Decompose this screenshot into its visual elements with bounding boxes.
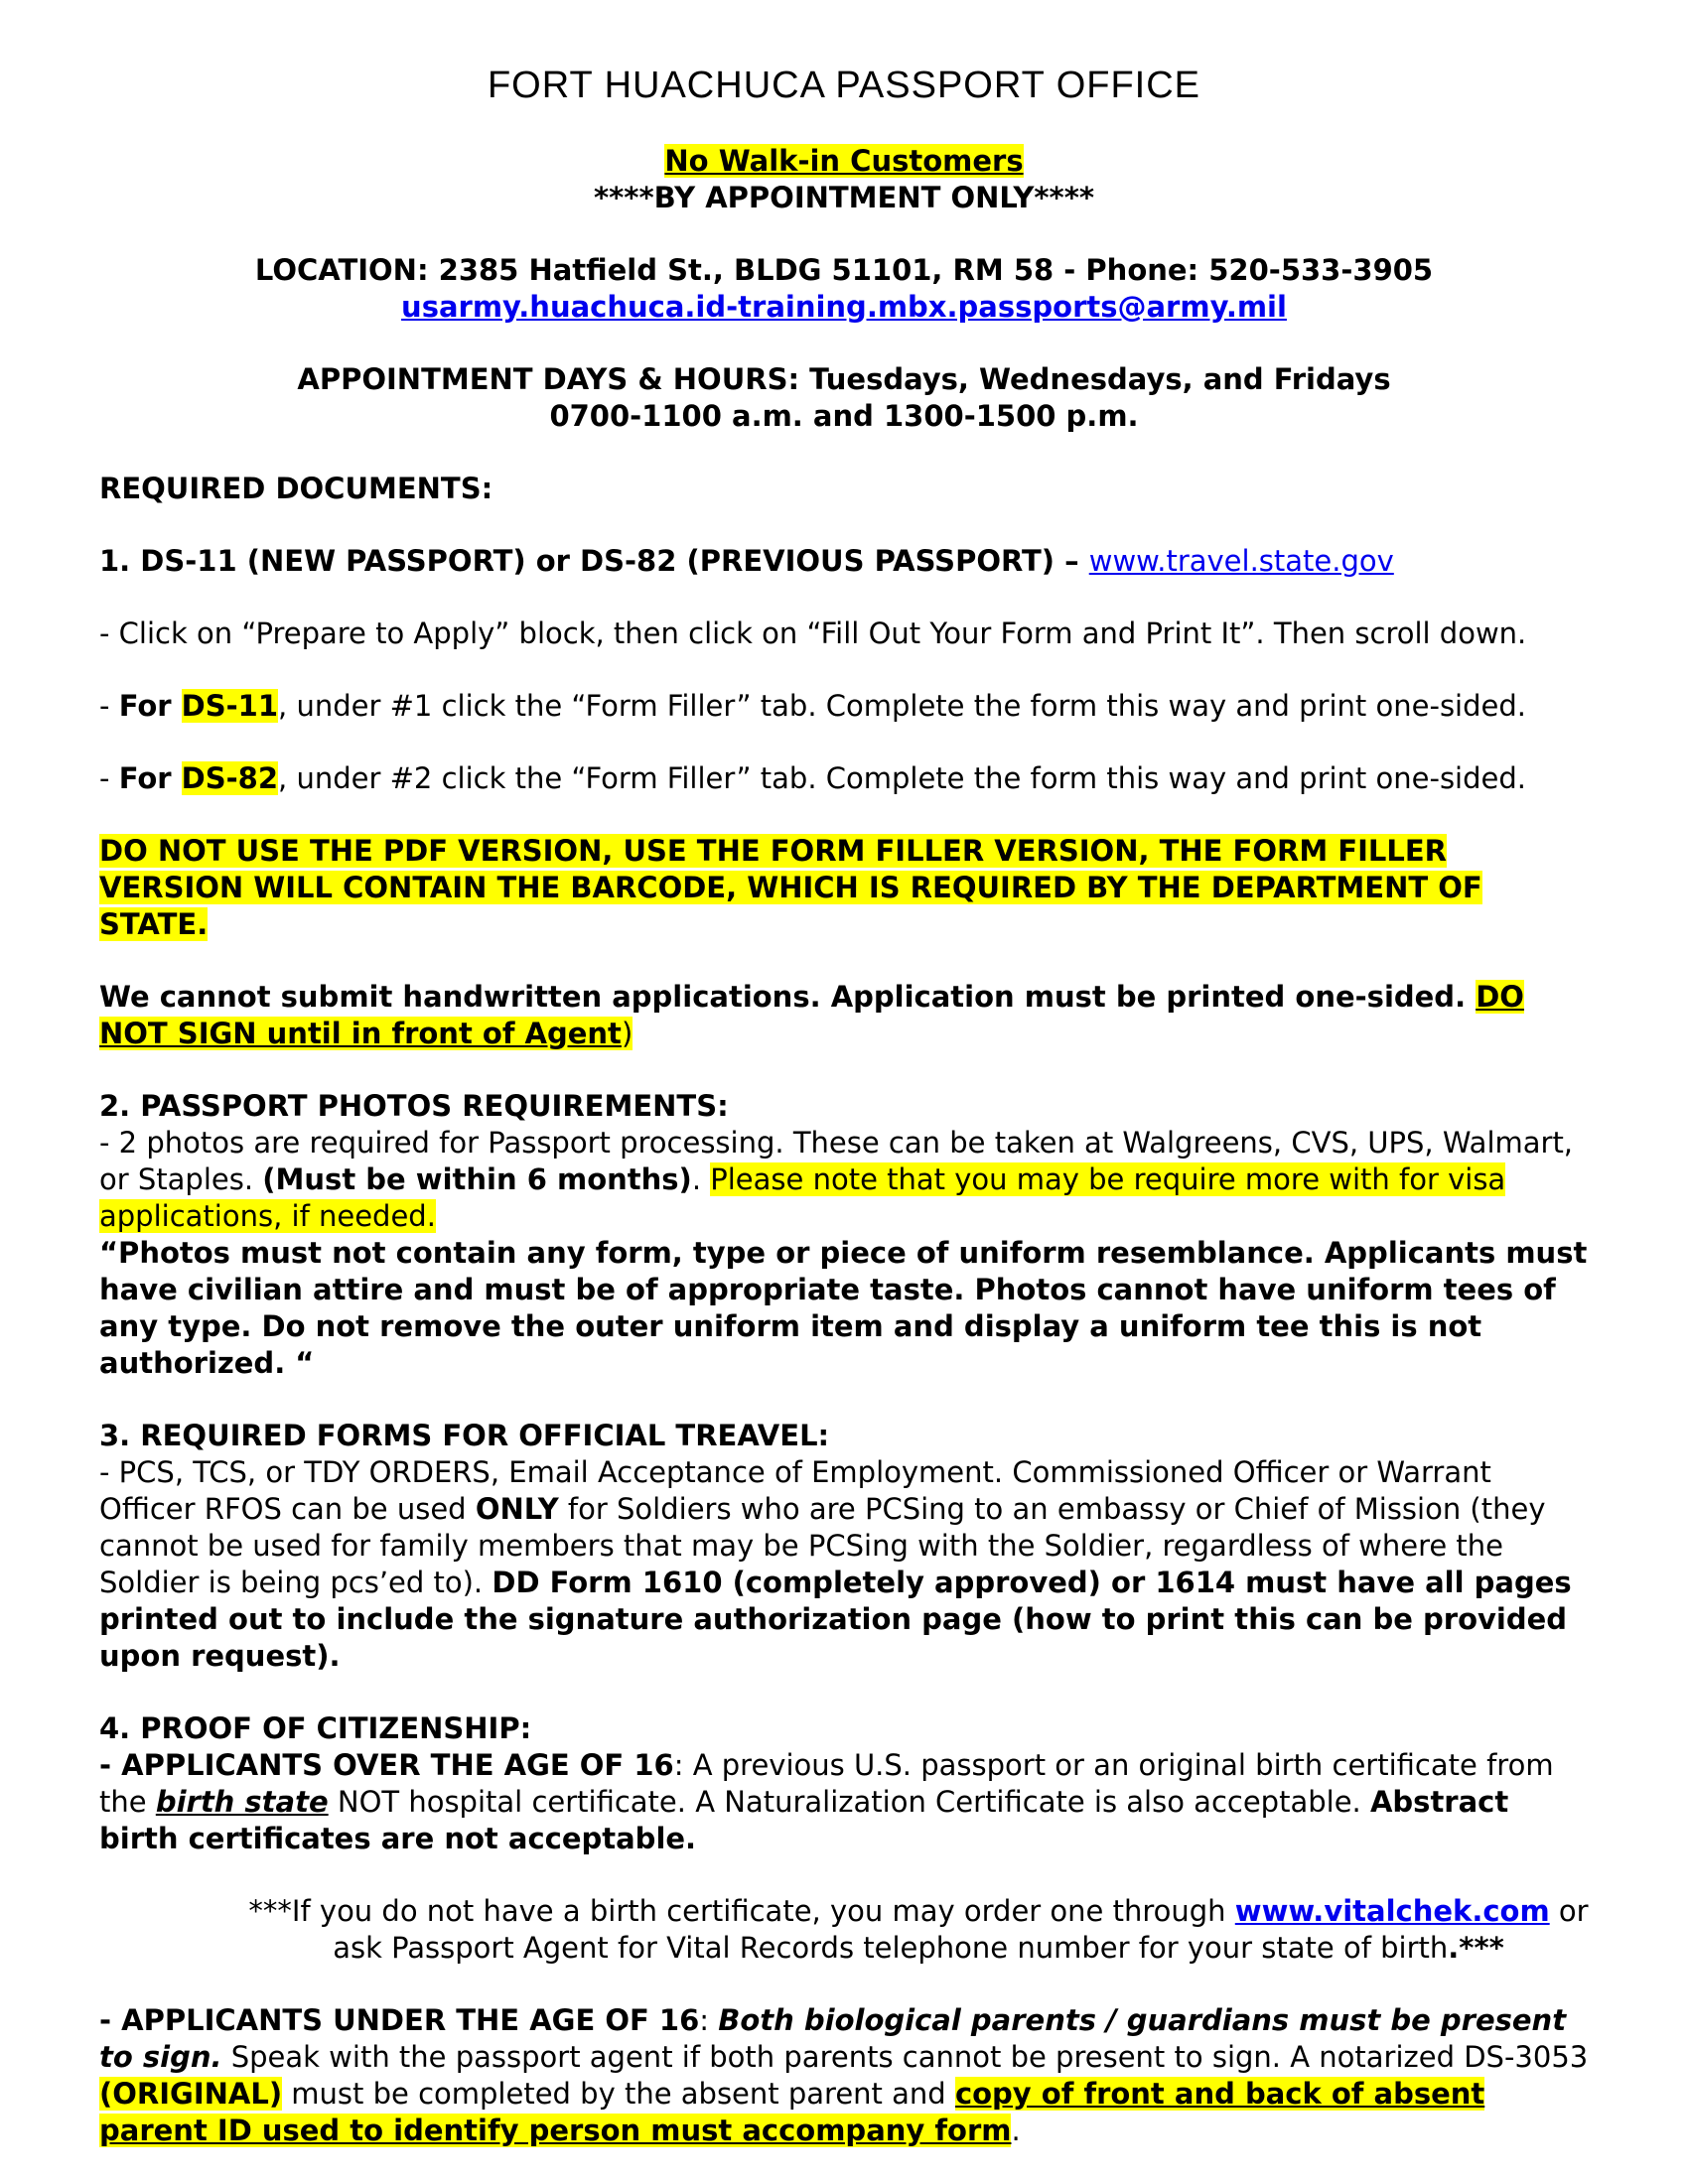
item3-only: ONLY xyxy=(475,1492,559,1526)
item1-heading-line xyxy=(99,543,1589,580)
email-link[interactable]: usarmy.huachuca.id-training.mbx.passports@army.mil xyxy=(401,290,1287,324)
item3-body xyxy=(99,1454,1589,1675)
abstract-note: Abstract birth certificates are not acceptable. xyxy=(99,1785,1509,1855)
under16-colon: : xyxy=(699,2003,719,2037)
vitalchek-note xyxy=(99,1893,1589,1967)
no-walkin-line xyxy=(99,143,1589,180)
birth-state: birth state xyxy=(155,1785,329,1819)
item3-heading: 3. REQUIRED FORMS FOR OFFICIAL TREAVEL: xyxy=(99,1419,830,1452)
handwritten-notice xyxy=(99,979,1589,1052)
email-line xyxy=(99,289,1589,326)
handwritten-text: We cannot submit handwritten applications. Application must be printed one-sided. xyxy=(99,980,1477,1014)
ds11-instructions xyxy=(99,688,1589,725)
vital-pre: ***If you do not have a birth certificate, you may order one through xyxy=(248,1894,1235,1928)
ds82-instructions xyxy=(99,760,1589,797)
vital-post: or ask Passport Agent for Vital Records telephone number for your state of birth xyxy=(333,1894,1589,1965)
over16-text2: NOT hospital certificate. A Naturalization Certificate is also acceptable. xyxy=(328,1785,1370,1819)
do-not-sign-paren: ) xyxy=(621,1017,633,1050)
pdf-warning-text: DO NOT USE THE PDF VERSION, USE THE FORM FILLER VERSION, THE FORM FILLER VERSION WILL CONTAIN THE BARCODE, WHICH IS REQUIRED BY THE DEPARTMENT OF STATE. xyxy=(99,834,1482,941)
travel-state-link[interactable]: www.travel.state.gov xyxy=(1088,544,1394,578)
vital-end: .*** xyxy=(1448,1931,1504,1965)
copy-id-note: copy of front and back of absent parent ID used to identify person must accompany form xyxy=(99,2077,1485,2147)
under16-text2: must be completed by the absent parent and xyxy=(282,2077,955,2111)
ds11-text: , under #1 click the “Form Filler” tab. Complete the form this way and print one-sided. xyxy=(278,689,1526,723)
ds82-form-label: DS-82 xyxy=(181,761,279,795)
item3-dd-form-note: DD Form 1610 (completely approved) or 1614 must have all pages printed out to include the signature authorization page (how to print this can be provided upon request). xyxy=(99,1566,1572,1673)
ds11-form-label: DS-11 xyxy=(181,689,279,723)
ds82-dash: - xyxy=(99,761,119,795)
appointment-only-notice: ****BY APPOINTMENT ONLY**** xyxy=(593,181,1095,214)
item4-under16 xyxy=(99,2002,1589,2149)
item4-over16 xyxy=(99,1747,1589,1857)
page-title: FORT HUACHUCA PASSPORT OFFICE xyxy=(487,65,1201,106)
pdf-warning xyxy=(99,833,1589,943)
do-not-sign-notice: DO NOT SIGN until in front of Agent xyxy=(99,980,1524,1050)
item2-photo-text xyxy=(99,1125,1589,1235)
vitalchek-link[interactable]: www.vitalchek.com xyxy=(1234,1894,1550,1928)
under16-text: Speak with the passport agent if both parents cannot be present to sign. A notarized DS-3053 xyxy=(221,2040,1589,2074)
item1-heading: 1. DS-11 (NEW PASSPORT) or DS-82 (PREVIOUS PASSPORT) – xyxy=(99,544,1089,578)
ds11-for: For xyxy=(118,689,182,723)
required-documents-heading: REQUIRED DOCUMENTS: xyxy=(99,472,493,505)
item2-heading: 2. PASSPORT PHOTOS REQUIREMENTS: xyxy=(99,1089,729,1123)
item2-six-months: (Must be within 6 months) xyxy=(262,1162,692,1196)
under16-label: - APPLICANTS UNDER THE AGE OF 16 xyxy=(99,2003,700,2037)
item3-text2: for Soldiers who are PCSing to an embassy or Chief of Mission (they cannot be used for family members that may be PCSing with the Soldier, regardless of where the Soldier is being pcs’ed to). xyxy=(99,1492,1546,1599)
under16-italic: Both biological parents / guardians must be present to sign. xyxy=(99,2003,1567,2074)
original-label: (ORIGINAL) xyxy=(99,2077,283,2111)
under16-end: . xyxy=(1011,2114,1021,2147)
item2-text2: . xyxy=(691,1162,711,1196)
over16-label: - APPLICANTS OVER THE AGE OF 16 xyxy=(99,1748,674,1782)
location-line: LOCATION: 2385 Hatfield St., BLDG 51101, RM 58 - Phone: 520-533-3905 xyxy=(254,253,1434,287)
ds82-text: , under #2 click the “Form Filler” tab. Complete the form this way and print one-sided. xyxy=(278,761,1526,795)
hours-line-2: 0700-1100 a.m. and 1300-1500 p.m. xyxy=(549,399,1139,433)
ds11-dash: - xyxy=(99,689,119,723)
no-walkin-notice: No Walk-in Customers xyxy=(664,144,1024,178)
item2-visa-note: Please note that you may be require more with for visa applications, if needed. xyxy=(99,1162,1506,1233)
hours-line-1: APPOINTMENT DAYS & HOURS: Tuesdays, Wednesdays, and Fridays xyxy=(297,362,1391,396)
ds82-for: For xyxy=(118,761,182,795)
over16-text1: : A previous U.S. passport or an original birth certificate from the xyxy=(99,1748,1554,1819)
item1-click-instructions: - Click on “Prepare to Apply” block, then click on “Fill Out Your Form and Print It”. Then scroll down. xyxy=(99,616,1527,650)
item2-uniform-note: “Photos must not contain any form, type or piece of uniform resemblance. Applicants must have civilian attire and must be of appropriate taste. Photos cannot have uniform tees of any type. Do not remove the outer uniform item and display a uniform tee this is not authorized. “ xyxy=(99,1236,1588,1380)
item4-heading: 4. PROOF OF CITIZENSHIP: xyxy=(99,1711,532,1745)
item2-text1: - 2 photos are required for Passport processing. These can be taken at Walgreens, CVS, UPS, Walmart, or Staples. xyxy=(99,1126,1574,1196)
item3-text1: - PCS, TCS, or TDY ORDERS, Email Acceptance of Employment. Commissioned Officer or Warrant Officer RFOS can be used xyxy=(99,1455,1491,1526)
